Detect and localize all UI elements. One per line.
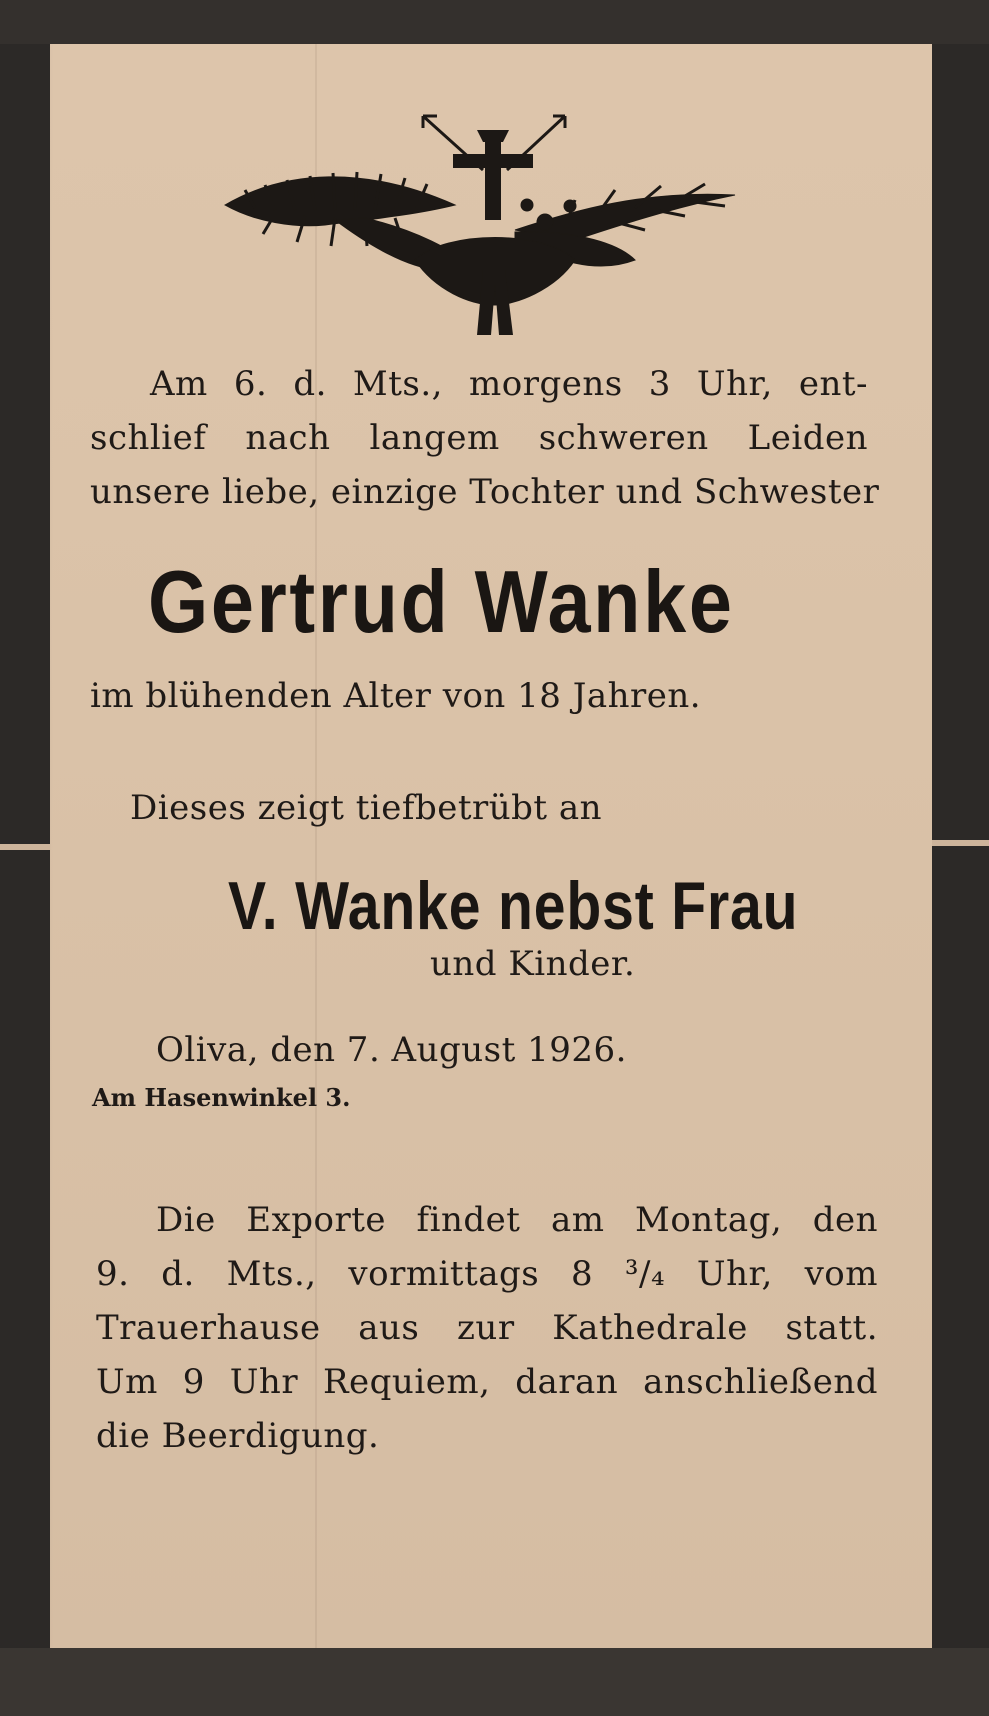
cross-with-palm-branches-icon [215, 110, 775, 340]
obituary-notice [50, 44, 932, 1648]
address: Am Hasenwinkel 3. [92, 1083, 351, 1112]
opening-line-2: schlief nach langem schweren Leiden [90, 418, 868, 458]
place-date: Oliva, den 7. August 1926. [156, 1030, 627, 1070]
family-addition: und Kinder. [430, 944, 636, 984]
funeral-line-3: Trauerhause aus zur Kathedrale statt. [96, 1308, 878, 1348]
funeral-line-1: Die Exporte findet am Montag, den [156, 1200, 878, 1240]
mourning-frame-right [932, 44, 989, 1648]
frame-gap-left [0, 844, 50, 850]
age-line: im blühenden Alter von 18 Jahren. [90, 676, 702, 716]
funeral-line-4: Um 9 Uhr Requiem, daran anschließend [96, 1362, 878, 1402]
funeral-line-2: 9. d. Mts., vormittags 8 ³/₄ Uhr, vom [96, 1254, 878, 1294]
opening-line-1: Am 6. d. Mts., morgens 3 Uhr, ent- [150, 364, 868, 404]
family-name: V. Wanke nebst Frau [228, 868, 799, 944]
deceased-name: Gertrud Wanke [148, 552, 735, 651]
funeral-line-5: die Beerdigung. [96, 1416, 380, 1456]
opening-line-3: unsere liebe, einzige Tochter und Schwester [90, 472, 880, 512]
announcement-line: Dieses zeigt tiefbetrübt an [130, 788, 603, 828]
mourning-frame-top [0, 0, 989, 44]
mourning-frame-bottom [0, 1648, 989, 1716]
frame-gap-right [932, 840, 989, 846]
